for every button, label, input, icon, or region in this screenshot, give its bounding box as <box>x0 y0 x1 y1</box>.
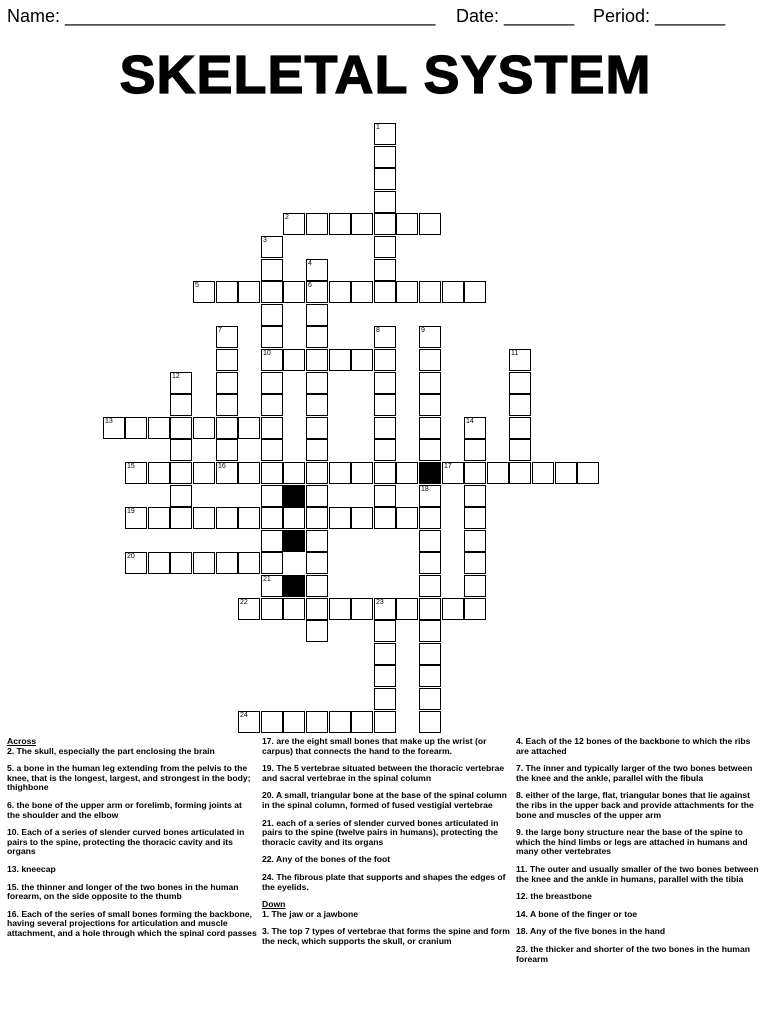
grid-block <box>283 530 305 552</box>
grid-cell[interactable] <box>261 326 283 348</box>
clue-item: 5. a bone in the human leg extending from the pelvis to the knee, that is the longest, largest, and strongest in the body; thighbone <box>7 763 251 793</box>
grid-cell[interactable] <box>329 462 351 484</box>
grid-cell[interactable] <box>306 439 328 461</box>
grid-cell[interactable] <box>374 326 396 348</box>
grid-cell[interactable] <box>419 326 441 348</box>
grid-cell[interactable] <box>216 281 238 303</box>
clue-item: 12. the breastbone <box>516 891 592 902</box>
grid-cell[interactable] <box>351 213 373 235</box>
grid-cell[interactable] <box>374 507 396 529</box>
grid-cell[interactable] <box>374 711 396 733</box>
grid-cell[interactable] <box>374 168 396 190</box>
grid-cell[interactable] <box>125 507 147 529</box>
clue-item: 11. The outer and usually smaller of the two bones between the knee and the ankle in humans, parallel with the tibia <box>516 863 759 884</box>
clue-number: 5 <box>195 282 199 289</box>
grid-cell[interactable] <box>306 462 328 484</box>
grid-cell[interactable] <box>283 462 305 484</box>
grid-cell[interactable] <box>261 281 283 303</box>
grid-cell[interactable] <box>125 462 147 484</box>
clue-number: 16 <box>218 463 226 470</box>
grid-cell[interactable] <box>419 552 441 574</box>
clue-number: 8 <box>376 327 380 334</box>
grid-cell[interactable] <box>148 552 170 574</box>
grid-cell[interactable] <box>193 552 215 574</box>
grid-cell[interactable] <box>329 349 351 371</box>
grid-cell[interactable] <box>306 598 328 620</box>
grid-cell[interactable] <box>419 688 441 710</box>
clue-item: 19. The 5 vertebrae situated between the thoracic vertebrae and sacral vertebrae in the spinal column <box>262 763 505 783</box>
grid-cell[interactable] <box>261 349 283 371</box>
clue-item: 23. the thicker and shorter of the two bones in the human forearm <box>516 943 750 964</box>
clue-number: 17 <box>444 463 452 470</box>
page-title: SKELETAL SYSTEM <box>119 45 652 105</box>
grid-cell[interactable] <box>374 462 396 484</box>
grid-cell[interactable] <box>103 417 125 439</box>
grid-cell[interactable] <box>170 485 192 507</box>
grid-cell[interactable] <box>351 598 373 620</box>
grid-cell[interactable] <box>351 462 373 484</box>
clue-item: 17. are the eight small bones that make up the wrist (or carpus) that connects the hand to the forearm. <box>262 736 487 756</box>
grid-cell[interactable] <box>238 417 260 439</box>
clue-item: 20. A small, triangular bone at the base of the spinal column in the spinal column, formed of fused vestigial vertebrae <box>262 790 507 810</box>
clue-item: 7. The inner and typically larger of the two bones between the knee and the ankle, parallel with the fibula <box>516 763 753 783</box>
clue-item: 10. Each of a series of slender curved bones articulated in pairs to the spine, protecting the thoracic cavity and its organs <box>7 827 245 857</box>
grid-cell[interactable] <box>419 394 441 416</box>
clue-item: 21. each of a series of slender curved bones articulated in pairs to the spine (twelve pairs in humans), protecting the thoracic cavity and its organs <box>262 817 499 847</box>
grid-cell[interactable] <box>351 711 373 733</box>
grid-cell[interactable] <box>351 281 373 303</box>
grid-cell[interactable] <box>374 281 396 303</box>
clues-column-3 <box>516 737 764 972</box>
grid-cell[interactable] <box>170 462 192 484</box>
grid-cell[interactable] <box>216 552 238 574</box>
grid-cell[interactable] <box>464 552 486 574</box>
grid-cell[interactable] <box>148 462 170 484</box>
clue-item: 1. The jaw or a jawbone <box>262 908 358 919</box>
grid-cell[interactable] <box>261 552 283 574</box>
clue-number: 2 <box>285 214 289 221</box>
clue-item: 2. The skull, especially the part enclosing the brain <box>7 745 215 756</box>
grid-cell[interactable] <box>283 598 305 620</box>
grid-cell[interactable] <box>306 213 328 235</box>
grid-cell[interactable] <box>170 507 192 529</box>
clue-item: 18. Any of the five bones in the hand <box>516 926 666 937</box>
clue-number: 14 <box>466 418 474 425</box>
grid-cell[interactable] <box>283 507 305 529</box>
grid-cell[interactable] <box>532 462 554 484</box>
grid-cell[interactable] <box>509 417 531 439</box>
grid-cell[interactable] <box>216 372 238 394</box>
grid-cell[interactable] <box>170 439 192 461</box>
grid-cell[interactable] <box>306 552 328 574</box>
grid-cell[interactable] <box>148 417 170 439</box>
grid-cell[interactable] <box>170 417 192 439</box>
clue-number: 18 <box>421 486 429 493</box>
clue-item: 9. the large bony structure near the base of the spine to which the hind limbs or legs are attached in humans and many other vertebrates <box>516 827 748 857</box>
clue-number: 9 <box>421 327 425 334</box>
grid-cell[interactable] <box>374 236 396 258</box>
grid-cell[interactable] <box>419 349 441 371</box>
grid-cell[interactable] <box>374 372 396 394</box>
clue-item: 13. kneecap <box>7 863 56 874</box>
grid-cell[interactable] <box>419 620 441 642</box>
grid-cell[interactable] <box>306 530 328 552</box>
grid-cell[interactable] <box>509 394 531 416</box>
grid-cell[interactable] <box>261 598 283 620</box>
grid-block <box>419 462 441 484</box>
grid-cell[interactable] <box>396 598 418 620</box>
grid-cell[interactable] <box>374 439 396 461</box>
clue-heading: Down <box>262 899 286 910</box>
grid-cell[interactable] <box>442 598 464 620</box>
grid-cell[interactable] <box>170 394 192 416</box>
grid-cell[interactable] <box>306 304 328 326</box>
clue-number: 3 <box>263 237 267 244</box>
clues-column-2 <box>262 737 510 955</box>
grid-cell[interactable] <box>261 575 283 597</box>
grid-cell[interactable] <box>419 530 441 552</box>
grid-cell[interactable] <box>419 213 441 235</box>
clue-number: 7 <box>218 327 222 334</box>
grid-cell[interactable] <box>261 304 283 326</box>
grid-cell[interactable] <box>306 711 328 733</box>
grid-cell[interactable] <box>464 485 486 507</box>
grid-cell[interactable] <box>419 417 441 439</box>
grid-cell[interactable] <box>193 507 215 529</box>
grid-cell[interactable] <box>509 462 531 484</box>
grid-cell[interactable] <box>464 417 486 439</box>
grid-cell[interactable] <box>261 507 283 529</box>
grid-cell[interactable] <box>374 259 396 281</box>
grid-cell[interactable] <box>329 598 351 620</box>
clue-item: 16. Each of the series of small bones forming the backbone, having several projections for articulation and muscle attachment, and a hole through which the spinal cord passes <box>7 908 257 938</box>
grid-cell[interactable] <box>306 372 328 394</box>
grid-cell[interactable] <box>306 507 328 529</box>
grid-cell[interactable] <box>238 711 260 733</box>
grid-cell[interactable] <box>306 394 328 416</box>
grid-cell[interactable] <box>306 281 328 303</box>
grid-cell[interactable] <box>396 507 418 529</box>
clue-item: 6. the bone of the upper arm or forelimb, forming joints at the shoulder and the elbow <box>7 799 242 820</box>
grid-cell[interactable] <box>464 598 486 620</box>
clue-number: 21 <box>263 576 271 583</box>
grid-cell[interactable] <box>374 598 396 620</box>
grid-cell[interactable] <box>216 462 238 484</box>
grid-cell[interactable] <box>216 394 238 416</box>
grid-cell[interactable] <box>125 417 147 439</box>
grid-cell[interactable] <box>261 372 283 394</box>
clue-number: 15 <box>127 463 135 470</box>
grid-cell[interactable] <box>464 575 486 597</box>
grid-cell[interactable] <box>306 417 328 439</box>
grid-cell[interactable] <box>419 598 441 620</box>
grid-cell[interactable] <box>216 417 238 439</box>
grid-cell[interactable] <box>487 462 509 484</box>
grid-cell[interactable] <box>351 349 373 371</box>
grid-block <box>283 575 305 597</box>
clue-number: 12 <box>172 373 180 380</box>
clue-number: 6 <box>308 282 312 289</box>
grid-block <box>283 485 305 507</box>
grid-cell[interactable] <box>283 213 305 235</box>
clue-number: 11 <box>511 350 519 357</box>
clue-number: 24 <box>240 712 248 719</box>
grid-cell[interactable] <box>351 507 373 529</box>
grid-cell[interactable] <box>396 281 418 303</box>
grid-cell[interactable] <box>261 236 283 258</box>
grid-cell[interactable] <box>283 711 305 733</box>
grid-cell[interactable] <box>329 507 351 529</box>
date-field[interactable]: Date: _______ <box>456 6 575 26</box>
clue-item: 4. Each of the 12 bones of the backbone to which the ribs are attached <box>516 736 751 756</box>
clue-item: 24. The fibrous plate that supports and shapes the edges of the eyelids. <box>262 871 506 892</box>
grid-cell[interactable] <box>216 326 238 348</box>
grid-cell[interactable] <box>193 281 215 303</box>
grid-cell[interactable] <box>442 281 464 303</box>
grid-cell[interactable] <box>283 281 305 303</box>
grid-cell[interactable] <box>148 507 170 529</box>
clue-item: 22. Any of the bones of the foot <box>262 854 391 865</box>
grid-cell[interactable] <box>329 281 351 303</box>
clue-number: 10 <box>263 350 271 357</box>
grid-cell[interactable] <box>374 665 396 687</box>
grid-cell[interactable] <box>261 417 283 439</box>
clue-heading: Across <box>7 736 37 746</box>
grid-cell[interactable] <box>374 643 396 665</box>
clue-item: 3. The top 7 types of vertebrae that forms the spine and form the neck, which supports the skull, or cranium <box>262 926 510 946</box>
grid-cell[interactable] <box>374 123 396 145</box>
clue-number: 22 <box>240 599 248 606</box>
grid-cell[interactable] <box>261 259 283 281</box>
grid-cell[interactable] <box>238 281 260 303</box>
grid-cell[interactable] <box>238 598 260 620</box>
clue-number: 1 <box>376 124 380 131</box>
grid-cell[interactable] <box>577 462 599 484</box>
grid-cell[interactable] <box>306 620 328 642</box>
grid-cell[interactable] <box>419 372 441 394</box>
grid-cell[interactable] <box>374 620 396 642</box>
grid-cell[interactable] <box>419 439 441 461</box>
grid-cell[interactable] <box>261 439 283 461</box>
grid-cell[interactable] <box>419 485 441 507</box>
grid-cell[interactable] <box>464 281 486 303</box>
grid-cell[interactable] <box>464 439 486 461</box>
clue-item: 8. either of the large, flat, triangular bones that lie against the ribs in the upper back and provide attachments for the bone and muscles of the upper arm <box>516 790 754 820</box>
grid-cell[interactable] <box>374 417 396 439</box>
grid-cell[interactable] <box>396 462 418 484</box>
grid-cell[interactable] <box>216 349 238 371</box>
grid-cell[interactable] <box>261 711 283 733</box>
grid-cell[interactable] <box>464 530 486 552</box>
grid-cell[interactable] <box>329 711 351 733</box>
grid-cell[interactable] <box>261 530 283 552</box>
grid-cell[interactable] <box>170 372 192 394</box>
grid-cell[interactable] <box>216 507 238 529</box>
grid-cell[interactable] <box>464 507 486 529</box>
grid-cell[interactable] <box>374 146 396 168</box>
grid-cell[interactable] <box>261 485 283 507</box>
grid-cell[interactable] <box>419 281 441 303</box>
grid-cell[interactable] <box>170 552 192 574</box>
grid-cell[interactable] <box>419 575 441 597</box>
period-field[interactable]: Period: _______ <box>593 6 726 26</box>
grid-cell[interactable] <box>509 439 531 461</box>
grid-cell[interactable] <box>306 259 328 281</box>
grid-cell[interactable] <box>442 462 464 484</box>
grid-cell[interactable] <box>464 462 486 484</box>
grid-cell[interactable] <box>396 213 418 235</box>
grid-cell[interactable] <box>216 439 238 461</box>
grid-cell[interactable] <box>261 394 283 416</box>
clue-number: 20 <box>127 553 135 560</box>
grid-cell[interactable] <box>238 552 260 574</box>
grid-cell[interactable] <box>306 485 328 507</box>
grid-cell[interactable] <box>261 462 283 484</box>
grid-cell[interactable] <box>306 349 328 371</box>
grid-cell[interactable] <box>193 417 215 439</box>
grid-cell[interactable] <box>374 213 396 235</box>
grid-cell[interactable] <box>306 326 328 348</box>
grid-cell[interactable] <box>374 688 396 710</box>
grid-cell[interactable] <box>193 462 215 484</box>
grid-cell[interactable] <box>374 191 396 213</box>
grid-cell[interactable] <box>283 349 305 371</box>
grid-cell[interactable] <box>306 575 328 597</box>
grid-cell[interactable] <box>374 485 396 507</box>
grid-cell[interactable] <box>555 462 577 484</box>
grid-cell[interactable] <box>419 507 441 529</box>
grid-cell[interactable] <box>374 394 396 416</box>
clues-column-1 <box>7 737 257 947</box>
grid-cell[interactable] <box>238 507 260 529</box>
clue-item: 14. A bone of the finger or toe <box>516 908 638 919</box>
name-field[interactable]: Name: _____________________________________ <box>7 6 436 26</box>
grid-cell[interactable] <box>419 711 441 733</box>
clue-number: 19 <box>127 508 135 515</box>
grid-cell[interactable] <box>238 462 260 484</box>
grid-cell[interactable] <box>419 665 441 687</box>
clue-number: 4 <box>308 260 312 267</box>
clue-number: 23 <box>376 599 384 606</box>
grid-cell[interactable] <box>509 372 531 394</box>
grid-cell[interactable] <box>125 552 147 574</box>
grid-cell[interactable] <box>329 213 351 235</box>
clue-item: 15. the thinner and longer of the two bones in the human forearm, on the side opposite to the thumb <box>7 881 239 902</box>
grid-cell[interactable] <box>419 643 441 665</box>
grid-cell[interactable] <box>509 349 531 371</box>
clue-number: 13 <box>105 418 113 425</box>
grid-cell[interactable] <box>374 349 396 371</box>
